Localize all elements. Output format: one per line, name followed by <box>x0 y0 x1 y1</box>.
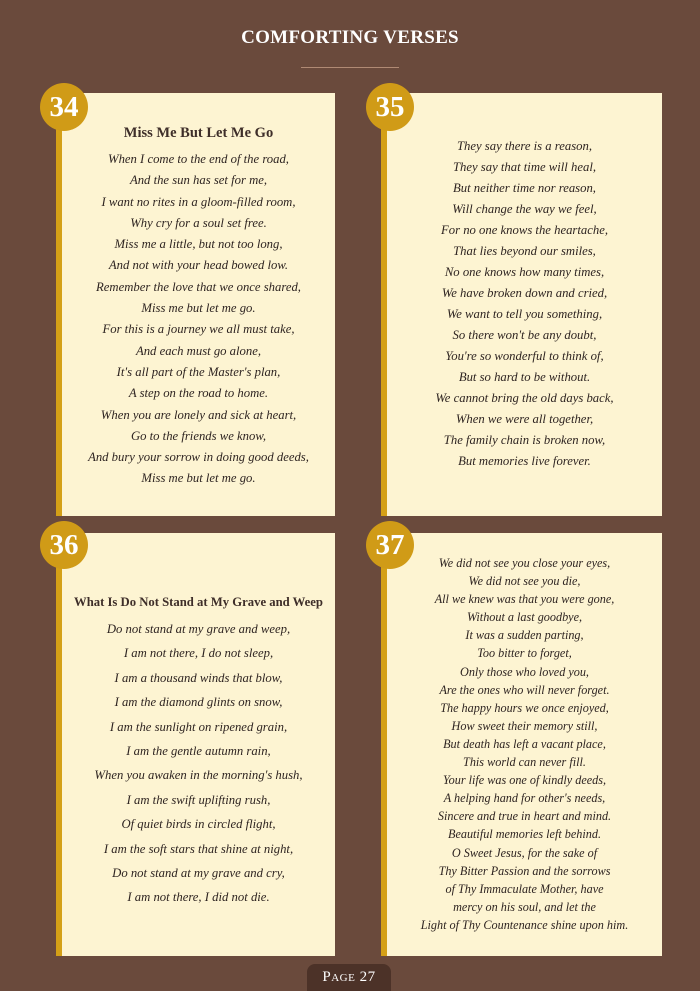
verse-line: A helping hand for other's needs, <box>443 791 606 806</box>
verse-line: They say that time will heal, <box>452 160 597 174</box>
verse-line: Are the ones who will never forget. <box>439 682 610 697</box>
verse-number-badge: 35 <box>366 83 414 131</box>
verse-line: We have broken down and cried, <box>441 286 608 300</box>
verse-line: They say there is a reason, <box>456 139 593 153</box>
verse-line: Miss me but let me go. <box>141 471 256 486</box>
verse-line: For this is a journey we all must take, <box>102 322 295 337</box>
verse-line: But neither time nor reason, <box>453 181 596 195</box>
verse-line: It's all part of the Master's plan, <box>116 364 281 379</box>
verse-line: Why cry for a soul set free. <box>130 215 267 230</box>
verse-line: Light of Thy Countenance shine upon him. <box>420 917 629 932</box>
verse-line: You're so wonderful to think of, <box>445 349 604 363</box>
verse-line: A step on the road to home. <box>128 386 269 401</box>
verse-line: Do not stand at my grave and cry, <box>112 866 285 881</box>
verse-line: Too bitter to forget, <box>477 646 572 661</box>
verse-line: How sweet their memory still, <box>451 718 598 733</box>
verse-number-badge: 37 <box>366 521 414 569</box>
verse-line: I am a thousand winds that blow, <box>114 670 283 685</box>
verse-line: This world can never fill. <box>463 755 586 770</box>
verse-line: I am the diamond glints on snow, <box>114 695 283 710</box>
verse-line: I am the sunlight on ripened grain, <box>109 719 288 734</box>
verse-line: And the sun has set for me, <box>129 173 268 188</box>
verse-line: It was a sudden parting, <box>465 628 584 643</box>
verse-line: I am the gentle autumn rain, <box>126 744 271 759</box>
verse-line: The happy hours we once enjoyed, <box>440 700 609 715</box>
verse-line: of Thy Immaculate Mother, have <box>445 881 604 896</box>
verse-line: When you awaken in the morning's hush, <box>94 768 303 783</box>
verse-card-34 <box>56 93 335 516</box>
page-title: COMFORTING VERSES <box>241 27 459 48</box>
verse-line: Go to the friends we know, <box>130 428 267 443</box>
verse-line: Your life was one of kindly deeds, <box>442 773 607 788</box>
verse-line: O Sweet Jesus, for the sake of <box>451 845 598 860</box>
verse-line: When we were all together, <box>455 412 594 426</box>
verse-card-37 <box>381 533 662 956</box>
verse-line: Of quiet birds in circled flight, <box>121 817 276 832</box>
verse-line: Beautiful memories left behind. <box>448 827 601 842</box>
verse-line: Will change the way we feel, <box>452 202 597 216</box>
verse-line: All we knew was that you were gone, <box>434 592 615 607</box>
verse-line: Without a last goodbye, <box>466 610 583 625</box>
verse-text <box>62 617 335 910</box>
verse-line: I am not there, I do not sleep, <box>123 646 274 661</box>
verse-line: I want no rites in a gloom-filled room, <box>101 194 296 209</box>
verse-card-36 <box>56 533 335 956</box>
verse-line: I am the soft stars that shine at night, <box>103 841 294 856</box>
verse-text <box>62 149 335 490</box>
verse-text <box>387 136 662 472</box>
verse-line: mercy on his soul, and let the <box>453 899 596 914</box>
verse-line: And bury your sorrow in doing good deeds, <box>88 450 309 465</box>
verse-text <box>387 554 662 934</box>
page-number: Page 27 <box>307 964 391 991</box>
verse-line: And each must go alone, <box>135 343 262 358</box>
verse-line: No one knows how many times, <box>444 265 605 279</box>
verse-line: Sincere and true in heart and mind. <box>437 809 612 824</box>
verse-line: But so hard to be without. <box>458 370 591 384</box>
verse-line: But memories live forever. <box>458 454 591 468</box>
verse-line: I am not there, I did not die. <box>127 890 270 905</box>
verse-line: The family chain is broken now, <box>443 433 606 447</box>
verse-heading: What Is Do Not Stand at My Grave and Weep <box>74 595 323 609</box>
verse-line: When I come to the end of the road, <box>108 152 289 166</box>
verse-heading: Miss Me But Let Me Go <box>123 125 274 141</box>
verse-line: Thy Bitter Passion and the sorrows <box>438 863 611 878</box>
verse-line: When you are lonely and sick at heart, <box>100 407 297 422</box>
verse-line: Miss me but let me go. <box>141 301 256 316</box>
verse-line: We want to tell you something, <box>446 307 603 321</box>
verse-line: Remember the love that we once shared, <box>96 279 301 294</box>
verse-card-35 <box>381 93 662 516</box>
verse-line: We cannot bring the old days back, <box>435 391 614 405</box>
verse-number-badge: 34 <box>40 83 88 131</box>
verse-number-badge: 36 <box>40 521 88 569</box>
verse-line: And not with your head bowed low. <box>108 258 289 273</box>
title-divider <box>301 67 399 68</box>
verse-line: I am the swift uplifting rush, <box>126 792 271 807</box>
verse-line: That lies beyond our smiles, <box>453 244 596 258</box>
verse-line: So there won't be any doubt, <box>452 328 597 342</box>
verse-line: Do not stand at my grave and weep, <box>106 622 291 636</box>
verse-line: For no one knows the heartache, <box>440 223 609 237</box>
verse-line: Only those who loved you, <box>460 664 589 679</box>
verse-line: We did not see you close your eyes, <box>438 556 611 570</box>
verse-line: We did not see you die, <box>468 574 581 589</box>
verse-line: But death has left a vacant place, <box>443 736 606 751</box>
verse-line: Miss me a little, but not too long, <box>114 237 283 252</box>
